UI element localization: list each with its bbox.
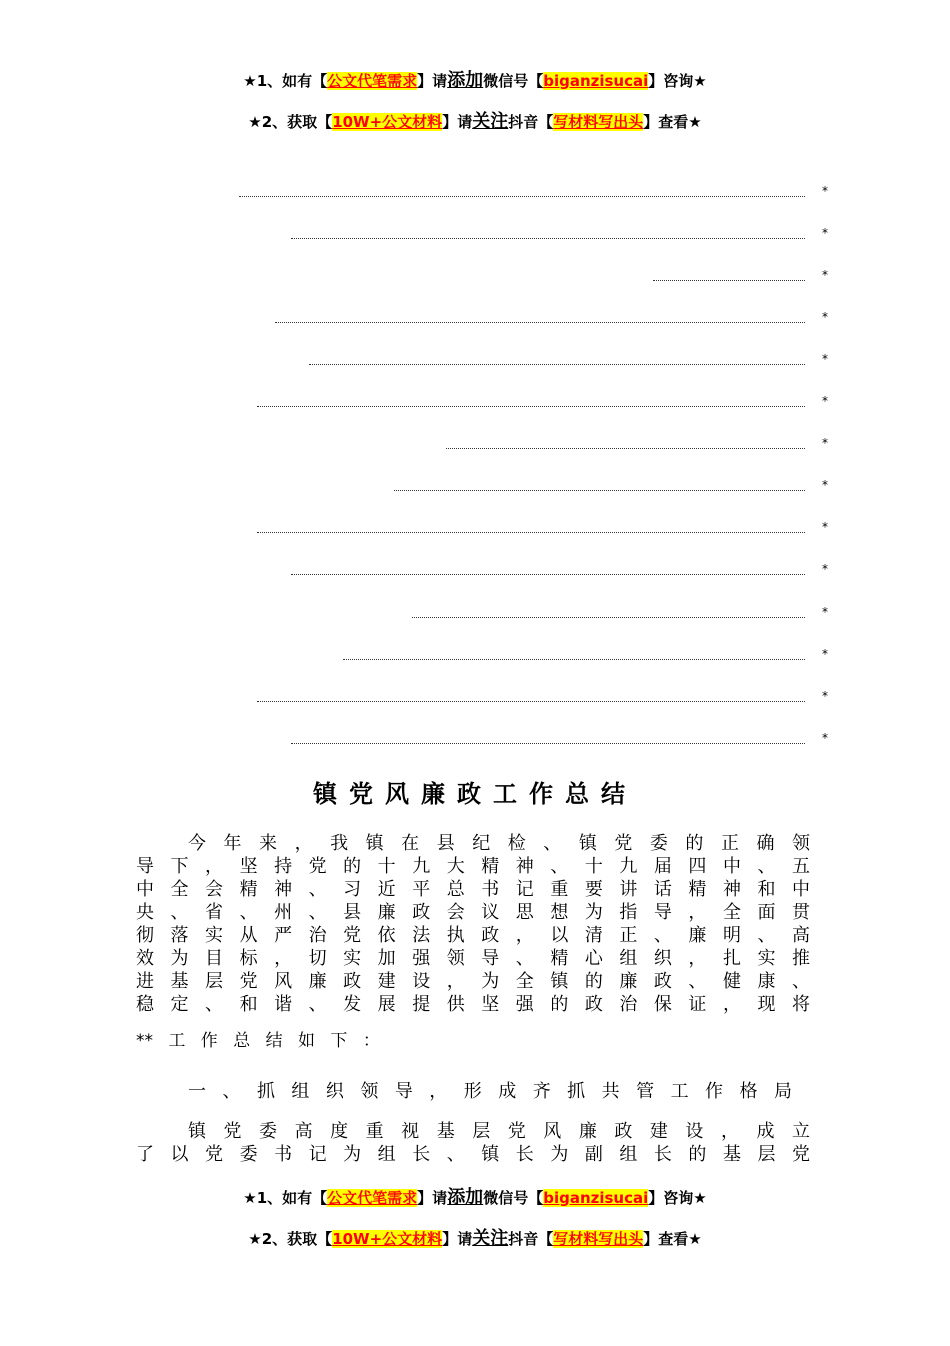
promo-highlight: 10W+公文材料 [332, 113, 443, 131]
toc-row [0, 477, 805, 491]
promo-highlight: 公文代笔需求 [327, 1189, 418, 1207]
paragraph-last-line: ** 工 作 总 结 如 下 ： [136, 1031, 380, 1051]
paragraph-line: 彻落实从严治党依法执政，以清正、廉明、高 [136, 925, 810, 946]
toc-marker: * [822, 226, 828, 240]
toc-marker: * [822, 605, 828, 619]
toc-marker: * [822, 394, 828, 408]
toc-marker: * [822, 689, 828, 703]
toc-marker: * [822, 478, 828, 492]
promo-highlight: 公文代笔需求 [327, 72, 418, 90]
paragraph-line: 中全会精神、习近平总书记重要讲话精神和中 [136, 879, 810, 900]
toc-marker: * [822, 310, 828, 324]
promo-line-1: ★1、如有【公文代笔需求】请添加微信号【biganzisucai】咨询★ [243, 70, 707, 91]
promo-douyin-account: 写材料写出头 [553, 1230, 644, 1248]
section-heading: 一、抓组织领导，形成齐抓共管工作格局 [188, 1081, 792, 1102]
toc-marker: * [822, 352, 828, 366]
toc-row [0, 604, 805, 618]
paragraph-line: 了以党委书记为组长、镇长为副组长的基层党 [136, 1144, 810, 1165]
promo-douyin-account: 写材料写出头 [553, 113, 644, 131]
paragraph-line: 导下，坚持党的十九大精神、十九届四中、五 [136, 856, 810, 877]
paragraph-line: 进基层党风廉政建设，为全镇的廉政、健康、 [136, 971, 810, 992]
toc-marker: * [822, 436, 828, 450]
paragraph-line: 今年来，我镇在县纪检、镇党委的正确领 [188, 833, 810, 854]
toc-row [0, 351, 805, 365]
toc-marker: * [822, 520, 828, 534]
toc-row [0, 267, 805, 281]
promo-wechat-id: biganzisucai [543, 72, 649, 90]
toc-row [0, 561, 805, 575]
promo-line-1: ★1、如有【公文代笔需求】请添加微信号【biganzisucai】咨询★ [243, 1187, 707, 1208]
toc-marker: * [822, 268, 828, 282]
toc-marker: * [822, 562, 828, 576]
promo-line-2: ★2、获取【10W+公文材料】请关注抖音【写材料写出头】查看★ [248, 111, 702, 132]
toc-marker: * [822, 647, 828, 661]
toc-marker: * [822, 184, 828, 198]
toc-marker: * [822, 731, 828, 745]
promo-highlight: 10W+公文材料 [332, 1230, 443, 1248]
paragraph-line: 央、省、州、县廉政会议思想为指导，全面贯 [136, 902, 810, 923]
toc-row [0, 730, 805, 744]
toc-row [0, 435, 805, 449]
toc-row [0, 393, 805, 407]
toc-row [0, 519, 805, 533]
toc-row [0, 688, 805, 702]
paragraph-line: 效为目标，切实加强领导、精心组织，扎实推 [136, 948, 810, 969]
promo-line-2: ★2、获取【10W+公文材料】请关注抖音【写材料写出头】查看★ [248, 1228, 702, 1249]
toc-row [0, 225, 805, 239]
toc-row [0, 309, 805, 323]
toc-row [0, 646, 805, 660]
paragraph-line: 镇党委高度重视基层党风廉政建设，成立 [188, 1121, 810, 1142]
paragraph-line: 稳定、和谐、发展提供坚强的政治保证，现将 [136, 994, 810, 1015]
promo-wechat-id: biganzisucai [543, 1189, 649, 1207]
document-title: 镇党风廉政工作总结 [313, 780, 637, 808]
toc-row [0, 183, 805, 197]
